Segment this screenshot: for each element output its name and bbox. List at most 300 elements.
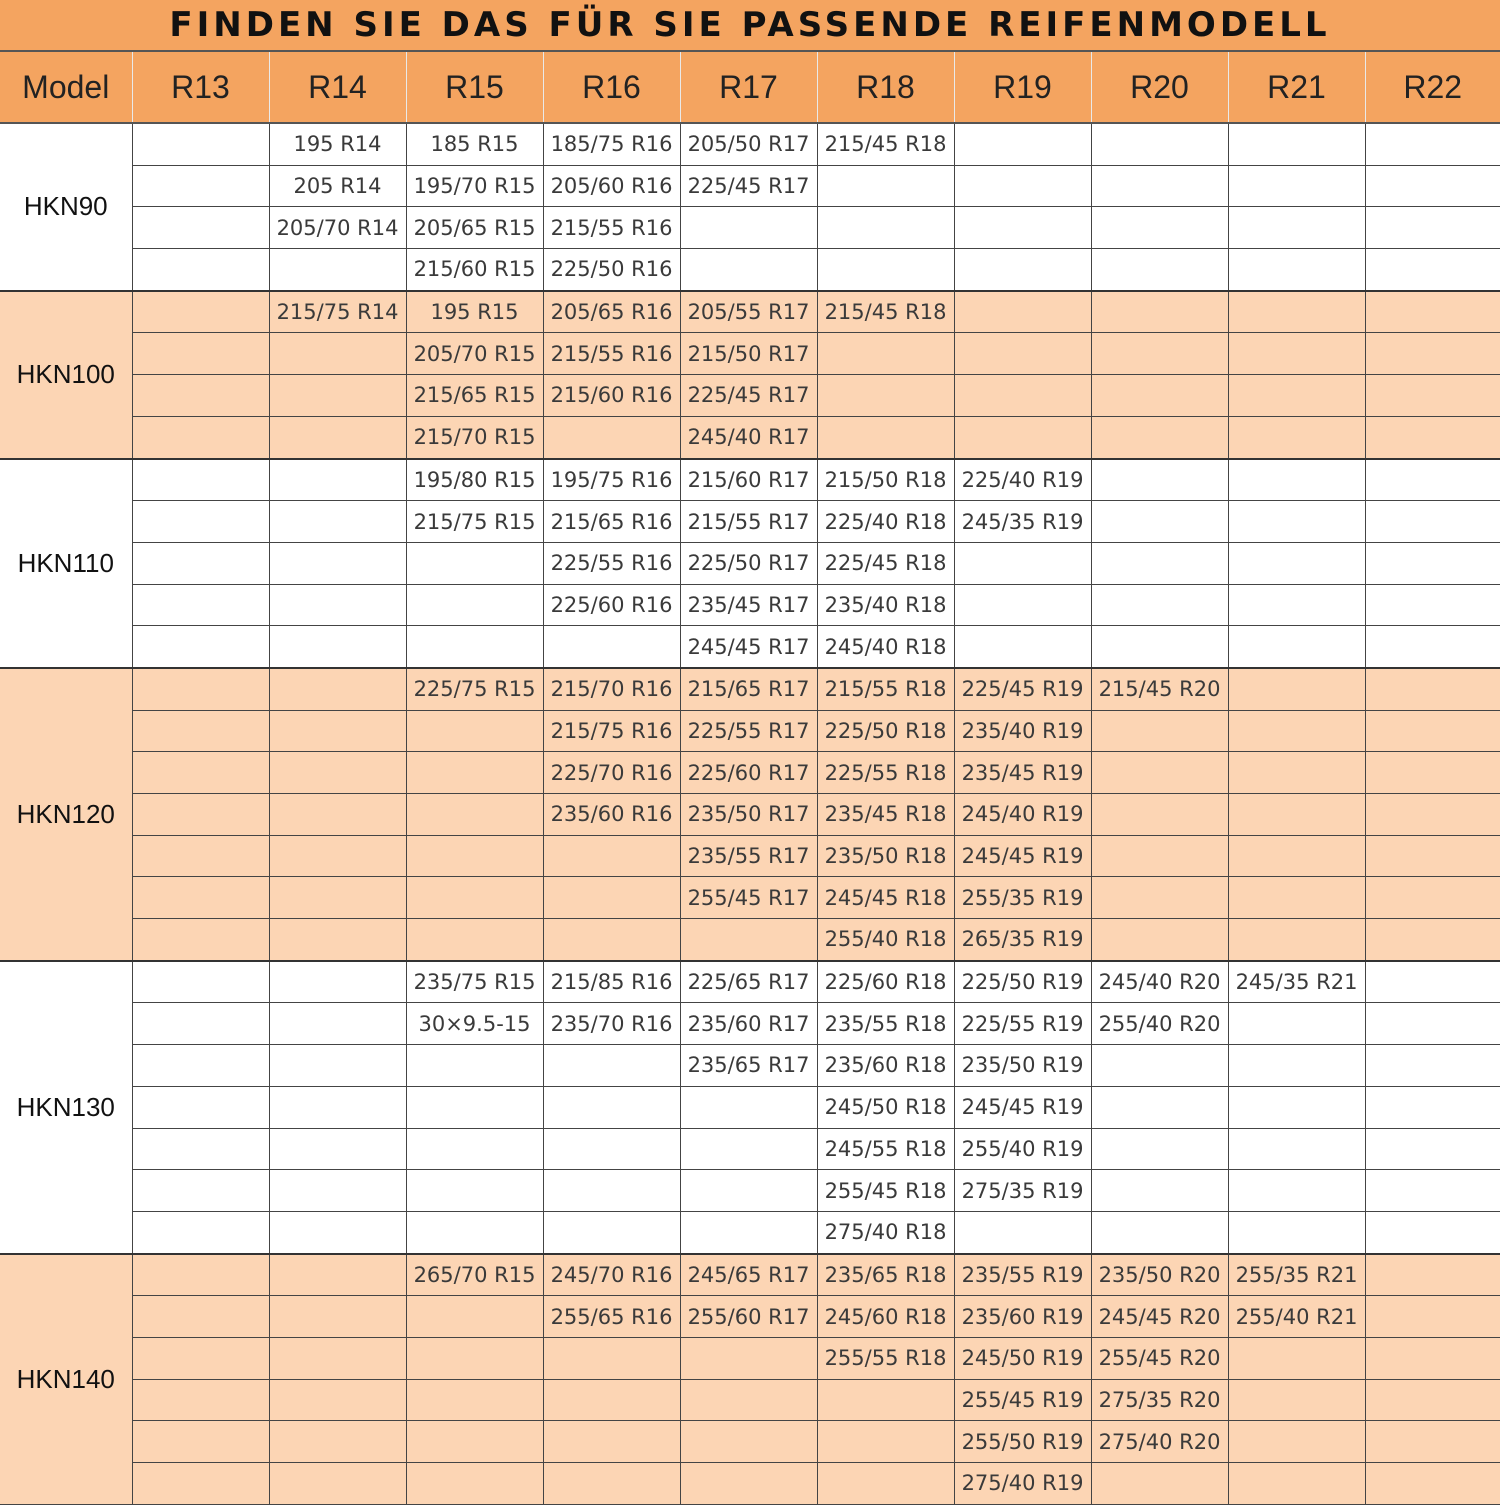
header-r20: R20 xyxy=(1091,51,1228,123)
tire-size-cell xyxy=(1228,1045,1365,1087)
tire-size-cell: 245/60 R18 xyxy=(817,1296,954,1338)
tire-size-cell xyxy=(1365,919,1500,961)
header-model: Model xyxy=(0,51,132,123)
tire-size-cell: 275/35 R19 xyxy=(954,1170,1091,1212)
tire-size-cell xyxy=(1228,1086,1365,1128)
tire-size-cell xyxy=(132,333,269,375)
tire-size-cell xyxy=(269,877,406,919)
tire-size-cell xyxy=(954,291,1091,333)
tire-size-cell xyxy=(1091,877,1228,919)
tire-size-cell: 235/45 R19 xyxy=(954,752,1091,794)
table-row xyxy=(0,416,1500,458)
tire-size-cell xyxy=(269,333,406,375)
table-row xyxy=(0,207,1500,249)
tire-size-cell xyxy=(406,794,543,836)
tire-size-cell: 235/45 R18 xyxy=(817,794,954,836)
tire-size-cell: 245/40 R19 xyxy=(954,794,1091,836)
table-row xyxy=(0,1254,1500,1296)
table-row xyxy=(0,1128,1500,1170)
tire-size-cell xyxy=(1365,123,1500,165)
tire-size-cell: 225/50 R17 xyxy=(680,542,817,584)
tire-size-cell xyxy=(132,123,269,165)
tire-size-cell xyxy=(680,1128,817,1170)
tire-size-cell xyxy=(680,1211,817,1253)
tire-size-cell xyxy=(543,877,680,919)
tire-size-cell: 255/45 R18 xyxy=(817,1170,954,1212)
tire-size-cell: 275/40 R18 xyxy=(817,1211,954,1253)
tire-size-cell xyxy=(1091,249,1228,291)
tire-size-cell xyxy=(543,919,680,961)
tire-size-cell xyxy=(132,584,269,626)
tire-size-cell: 235/50 R20 xyxy=(1091,1254,1228,1296)
tire-size-cell xyxy=(1091,542,1228,584)
tire-size-cell xyxy=(1228,919,1365,961)
tire-size-cell xyxy=(269,1170,406,1212)
table-row xyxy=(0,961,1500,1003)
table-row xyxy=(0,501,1500,543)
tire-size-cell: 255/40 R21 xyxy=(1228,1296,1365,1338)
tire-size-cell: 195/80 R15 xyxy=(406,459,543,501)
tire-size-cell: 245/50 R19 xyxy=(954,1337,1091,1379)
tire-size-cell xyxy=(1365,710,1500,752)
tire-size-cell xyxy=(406,710,543,752)
table-row xyxy=(0,1003,1500,1045)
tire-size-cell xyxy=(817,333,954,375)
tire-size-cell xyxy=(954,165,1091,207)
tire-size-cell xyxy=(1091,752,1228,794)
tire-size-cell: 215/60 R15 xyxy=(406,249,543,291)
tire-size-cell xyxy=(269,1003,406,1045)
tire-size-cell xyxy=(954,249,1091,291)
tire-size-cell xyxy=(132,1003,269,1045)
tire-size-cell xyxy=(1228,1128,1365,1170)
table-row xyxy=(0,1086,1500,1128)
tire-size-table xyxy=(0,50,1500,1505)
tire-size-cell xyxy=(1365,584,1500,626)
tire-size-cell: 255/35 R21 xyxy=(1228,1254,1365,1296)
tire-size-cell xyxy=(1228,333,1365,375)
tire-size-cell xyxy=(1365,1337,1500,1379)
tire-size-cell xyxy=(269,710,406,752)
tire-size-cell xyxy=(132,877,269,919)
tire-size-cell xyxy=(406,877,543,919)
tire-size-cell xyxy=(1091,710,1228,752)
tire-size-cell: 225/70 R16 xyxy=(543,752,680,794)
tire-size-cell xyxy=(1365,1086,1500,1128)
tire-size-cell xyxy=(680,249,817,291)
tire-size-cell xyxy=(1365,1254,1500,1296)
tire-size-cell xyxy=(817,1463,954,1505)
tire-size-cell xyxy=(269,1211,406,1253)
table-row xyxy=(0,752,1500,794)
tire-size-cell xyxy=(1365,501,1500,543)
tire-size-cell xyxy=(1228,1463,1365,1505)
tire-size-cell: 215/75 R14 xyxy=(269,291,406,333)
tire-size-cell: 225/45 R17 xyxy=(680,375,817,417)
tire-size-cell xyxy=(954,626,1091,668)
tire-size-cell xyxy=(406,584,543,626)
tire-size-cell: 245/55 R18 xyxy=(817,1128,954,1170)
tire-size-cell xyxy=(1228,123,1365,165)
table-row xyxy=(0,1379,1500,1421)
tire-size-cell xyxy=(406,1296,543,1338)
header-r17: R17 xyxy=(680,51,817,123)
tire-size-cell xyxy=(269,584,406,626)
tire-size-cell xyxy=(269,1296,406,1338)
tire-size-cell xyxy=(1228,835,1365,877)
tire-size-cell xyxy=(269,1421,406,1463)
tire-size-cell: 235/60 R18 xyxy=(817,1045,954,1087)
tire-size-cell xyxy=(817,165,954,207)
tire-size-cell: 255/65 R16 xyxy=(543,1296,680,1338)
tire-size-cell: 265/70 R15 xyxy=(406,1254,543,1296)
tire-size-cell xyxy=(1091,584,1228,626)
tire-size-cell: 215/50 R17 xyxy=(680,333,817,375)
tire-size-cell xyxy=(406,1379,543,1421)
tire-size-cell: 235/55 R17 xyxy=(680,835,817,877)
tire-size-cell: 255/45 R19 xyxy=(954,1379,1091,1421)
tire-size-cell: 30×9.5-15 xyxy=(406,1003,543,1045)
tire-size-cell xyxy=(1228,877,1365,919)
tire-size-cell xyxy=(132,1128,269,1170)
table-row xyxy=(0,333,1500,375)
tire-size-cell xyxy=(132,1170,269,1212)
table-row xyxy=(0,1463,1500,1505)
tire-size-cell: 225/50 R19 xyxy=(954,961,1091,1003)
tire-size-cell xyxy=(680,1463,817,1505)
tire-size-cell xyxy=(1365,249,1500,291)
header-r13: R13 xyxy=(132,51,269,123)
tire-size-cell: 235/40 R18 xyxy=(817,584,954,626)
table-row xyxy=(0,626,1500,668)
tire-size-cell xyxy=(269,459,406,501)
tire-size-cell xyxy=(1365,1296,1500,1338)
tire-size-cell: 225/50 R16 xyxy=(543,249,680,291)
tire-size-cell: 235/50 R18 xyxy=(817,835,954,877)
tire-size-cell: 205 R14 xyxy=(269,165,406,207)
tire-size-cell: 205/60 R16 xyxy=(543,165,680,207)
tire-size-cell: 255/45 R20 xyxy=(1091,1337,1228,1379)
tire-size-cell: 275/40 R19 xyxy=(954,1463,1091,1505)
tire-size-cell: 235/50 R17 xyxy=(680,794,817,836)
tire-size-cell: 185 R15 xyxy=(406,123,543,165)
tire-size-cell: 225/45 R19 xyxy=(954,668,1091,710)
table-row xyxy=(0,165,1500,207)
tire-size-cell: 255/40 R20 xyxy=(1091,1003,1228,1045)
tire-size-cell xyxy=(132,501,269,543)
tire-size-cell xyxy=(132,207,269,249)
tire-size-cell xyxy=(1091,1086,1228,1128)
tire-size-cell: 215/55 R16 xyxy=(543,207,680,249)
tire-size-cell xyxy=(1091,416,1228,458)
tire-size-cell xyxy=(1228,710,1365,752)
tire-size-cell xyxy=(406,626,543,668)
tire-size-cell: 265/35 R19 xyxy=(954,919,1091,961)
tire-size-cell: 215/65 R17 xyxy=(680,668,817,710)
table-row xyxy=(0,835,1500,877)
tire-size-cell xyxy=(1365,1463,1500,1505)
tire-size-cell xyxy=(1091,919,1228,961)
tire-size-cell: 215/45 R18 xyxy=(817,123,954,165)
tire-size-cell xyxy=(817,249,954,291)
tire-size-cell xyxy=(269,1379,406,1421)
tire-size-cell xyxy=(1091,165,1228,207)
tire-size-cell xyxy=(132,1254,269,1296)
tire-size-cell xyxy=(954,584,1091,626)
tire-size-cell xyxy=(269,668,406,710)
tire-size-cell: 245/45 R19 xyxy=(954,1086,1091,1128)
tire-size-cell xyxy=(1228,291,1365,333)
tire-size-cell xyxy=(1228,1211,1365,1253)
tire-size-cell xyxy=(1365,416,1500,458)
tire-size-cell xyxy=(269,1086,406,1128)
tire-size-cell xyxy=(406,1086,543,1128)
tire-size-cell xyxy=(132,165,269,207)
tire-size-cell xyxy=(954,416,1091,458)
model-name-cell: HKN110 xyxy=(0,459,132,668)
tire-size-cell xyxy=(1228,165,1365,207)
tire-size-cell xyxy=(543,1170,680,1212)
table-row xyxy=(0,542,1500,584)
tire-size-cell xyxy=(269,752,406,794)
tire-size-cell xyxy=(269,542,406,584)
tire-size-cell: 215/50 R18 xyxy=(817,459,954,501)
tire-size-cell xyxy=(1228,752,1365,794)
model-name-cell: HKN130 xyxy=(0,961,132,1254)
tire-size-cell: 225/55 R16 xyxy=(543,542,680,584)
tire-size-cell: 205/65 R16 xyxy=(543,291,680,333)
tire-size-cell xyxy=(406,1337,543,1379)
tire-size-cell xyxy=(269,249,406,291)
tire-size-cell xyxy=(1091,794,1228,836)
tire-size-cell: 215/45 R20 xyxy=(1091,668,1228,710)
tire-size-cell: 235/55 R18 xyxy=(817,1003,954,1045)
tire-size-cell: 235/60 R19 xyxy=(954,1296,1091,1338)
tire-size-cell xyxy=(1091,1211,1228,1253)
tire-size-cell: 215/55 R18 xyxy=(817,668,954,710)
tire-size-cell: 245/40 R18 xyxy=(817,626,954,668)
tire-size-cell xyxy=(1365,1379,1500,1421)
tire-size-cell xyxy=(1228,626,1365,668)
tire-size-cell: 215/60 R16 xyxy=(543,375,680,417)
tire-size-cell xyxy=(817,1379,954,1421)
tire-size-cell: 245/45 R17 xyxy=(680,626,817,668)
tire-size-cell xyxy=(1091,835,1228,877)
table-row xyxy=(0,291,1500,333)
tire-size-cell xyxy=(1228,542,1365,584)
tire-size-cell xyxy=(132,752,269,794)
tire-size-cell: 255/40 R19 xyxy=(954,1128,1091,1170)
tire-size-cell xyxy=(1091,333,1228,375)
tire-size-cell: 235/65 R17 xyxy=(680,1045,817,1087)
tire-size-cell xyxy=(543,1128,680,1170)
tire-size-cell: 245/45 R19 xyxy=(954,835,1091,877)
tire-size-cell xyxy=(132,710,269,752)
header-r15: R15 xyxy=(406,51,543,123)
tire-size-cell xyxy=(1365,207,1500,249)
tire-size-cell xyxy=(269,1254,406,1296)
tire-size-cell: 235/60 R17 xyxy=(680,1003,817,1045)
tire-size-cell: 235/45 R17 xyxy=(680,584,817,626)
tire-size-cell: 245/40 R20 xyxy=(1091,961,1228,1003)
tire-size-cell: 235/75 R15 xyxy=(406,961,543,1003)
header-r19: R19 xyxy=(954,51,1091,123)
tire-size-cell xyxy=(132,1045,269,1087)
tire-size-cell: 245/50 R18 xyxy=(817,1086,954,1128)
tire-size-cell: 255/55 R18 xyxy=(817,1337,954,1379)
tire-size-cell: 255/60 R17 xyxy=(680,1296,817,1338)
tire-size-cell xyxy=(132,794,269,836)
tire-size-cell xyxy=(132,1421,269,1463)
model-name-cell: HKN90 xyxy=(0,123,132,291)
tire-size-cell xyxy=(543,1463,680,1505)
tire-size-cell xyxy=(954,333,1091,375)
tire-size-cell: 245/40 R17 xyxy=(680,416,817,458)
header-r21: R21 xyxy=(1228,51,1365,123)
tire-size-cell xyxy=(132,1296,269,1338)
tire-size-cell: 225/45 R18 xyxy=(817,542,954,584)
table-row xyxy=(0,584,1500,626)
tire-size-cell: 205/70 R15 xyxy=(406,333,543,375)
tire-size-cell xyxy=(132,1379,269,1421)
tire-size-cell: 255/35 R19 xyxy=(954,877,1091,919)
tire-size-cell xyxy=(132,1086,269,1128)
tire-size-cell xyxy=(1228,1170,1365,1212)
tire-size-cell xyxy=(1365,1421,1500,1463)
tire-size-cell xyxy=(1228,584,1365,626)
tire-size-cell: 205/70 R14 xyxy=(269,207,406,249)
tire-size-cell xyxy=(680,1170,817,1212)
tire-size-cell xyxy=(1228,249,1365,291)
table-row xyxy=(0,710,1500,752)
tire-size-cell: 215/75 R16 xyxy=(543,710,680,752)
tire-size-cell xyxy=(1365,877,1500,919)
tire-size-cell xyxy=(1228,459,1365,501)
tire-size-cell: 225/60 R18 xyxy=(817,961,954,1003)
tire-size-cell xyxy=(132,416,269,458)
tire-size-cell xyxy=(269,501,406,543)
table-row xyxy=(0,668,1500,710)
tire-size-cell xyxy=(132,835,269,877)
tire-size-cell: 245/35 R19 xyxy=(954,501,1091,543)
tire-size-cell xyxy=(1365,1170,1500,1212)
tire-size-cell xyxy=(1228,794,1365,836)
tire-size-cell xyxy=(406,1045,543,1087)
tire-size-cell xyxy=(132,961,269,1003)
table-row xyxy=(0,1421,1500,1463)
tire-size-cell: 225/60 R16 xyxy=(543,584,680,626)
tire-size-cell: 235/50 R19 xyxy=(954,1045,1091,1087)
tire-size-cell xyxy=(1091,291,1228,333)
table-row xyxy=(0,1045,1500,1087)
tire-size-cell: 225/40 R18 xyxy=(817,501,954,543)
tire-size-cell xyxy=(269,794,406,836)
table-row xyxy=(0,375,1500,417)
tire-size-cell: 275/35 R20 xyxy=(1091,1379,1228,1421)
tire-size-cell: 255/45 R17 xyxy=(680,877,817,919)
tire-size-cell xyxy=(817,1421,954,1463)
table-row xyxy=(0,919,1500,961)
table-row xyxy=(0,249,1500,291)
tire-size-cell xyxy=(954,375,1091,417)
tire-size-cell xyxy=(680,1379,817,1421)
page-title: FINDEN SIE DAS FÜR SIE PASSENDE REIFENMODELL xyxy=(0,0,1500,50)
tire-size-cell xyxy=(1091,1170,1228,1212)
tire-size-cell xyxy=(954,207,1091,249)
table-row xyxy=(0,794,1500,836)
tire-size-cell xyxy=(269,626,406,668)
tire-size-cell: 215/65 R16 xyxy=(543,501,680,543)
tire-size-cell xyxy=(406,835,543,877)
table-body xyxy=(0,123,1500,1504)
tire-size-cell xyxy=(132,1463,269,1505)
tire-size-cell xyxy=(954,542,1091,584)
tire-size-cell xyxy=(132,249,269,291)
tire-size-cell: 215/45 R18 xyxy=(817,291,954,333)
tire-size-cell xyxy=(1091,375,1228,417)
tire-size-cell: 215/75 R15 xyxy=(406,501,543,543)
tire-size-cell: 205/55 R17 xyxy=(680,291,817,333)
tire-size-cell xyxy=(132,1337,269,1379)
tire-size-cell xyxy=(269,919,406,961)
table-row xyxy=(0,1211,1500,1253)
tire-size-cell xyxy=(1228,416,1365,458)
tire-size-cell xyxy=(1091,626,1228,668)
tire-size-cell xyxy=(406,1421,543,1463)
tire-size-cell xyxy=(1228,207,1365,249)
tire-size-cell: 225/65 R17 xyxy=(680,961,817,1003)
table-row xyxy=(0,459,1500,501)
tire-size-cell xyxy=(1365,626,1500,668)
tire-size-cell xyxy=(1365,165,1500,207)
table-row xyxy=(0,1296,1500,1338)
tire-size-cell: 255/50 R19 xyxy=(954,1421,1091,1463)
table-row xyxy=(0,877,1500,919)
tire-size-cell xyxy=(543,1211,680,1253)
tire-size-cell xyxy=(269,375,406,417)
tire-size-cell xyxy=(1228,1379,1365,1421)
tire-size-cell xyxy=(1091,1463,1228,1505)
tire-size-cell xyxy=(680,919,817,961)
tire-size-cell xyxy=(1091,1045,1228,1087)
tire-size-cell: 185/75 R16 xyxy=(543,123,680,165)
tire-size-cell xyxy=(269,1128,406,1170)
tire-size-cell xyxy=(543,1045,680,1087)
tire-size-cell: 235/60 R16 xyxy=(543,794,680,836)
tire-size-cell: 245/45 R20 xyxy=(1091,1296,1228,1338)
tire-size-cell xyxy=(680,207,817,249)
tire-size-cell xyxy=(1365,668,1500,710)
tire-size-cell: 235/65 R18 xyxy=(817,1254,954,1296)
tire-size-cell xyxy=(543,1379,680,1421)
tire-size-cell: 215/65 R15 xyxy=(406,375,543,417)
tire-size-cell xyxy=(269,961,406,1003)
tire-size-cell xyxy=(543,1421,680,1463)
tire-size-cell xyxy=(406,919,543,961)
tire-size-cell: 225/40 R19 xyxy=(954,459,1091,501)
header-r14: R14 xyxy=(269,51,406,123)
tire-size-cell xyxy=(1365,835,1500,877)
tire-size-cell xyxy=(680,1086,817,1128)
tire-size-cell xyxy=(954,1211,1091,1253)
table-row xyxy=(0,123,1500,165)
tire-size-cell xyxy=(543,626,680,668)
tire-size-cell xyxy=(132,459,269,501)
header-r16: R16 xyxy=(543,51,680,123)
tire-size-cell: 215/70 R15 xyxy=(406,416,543,458)
tire-size-cell: 225/55 R17 xyxy=(680,710,817,752)
tire-size-cell: 235/70 R16 xyxy=(543,1003,680,1045)
